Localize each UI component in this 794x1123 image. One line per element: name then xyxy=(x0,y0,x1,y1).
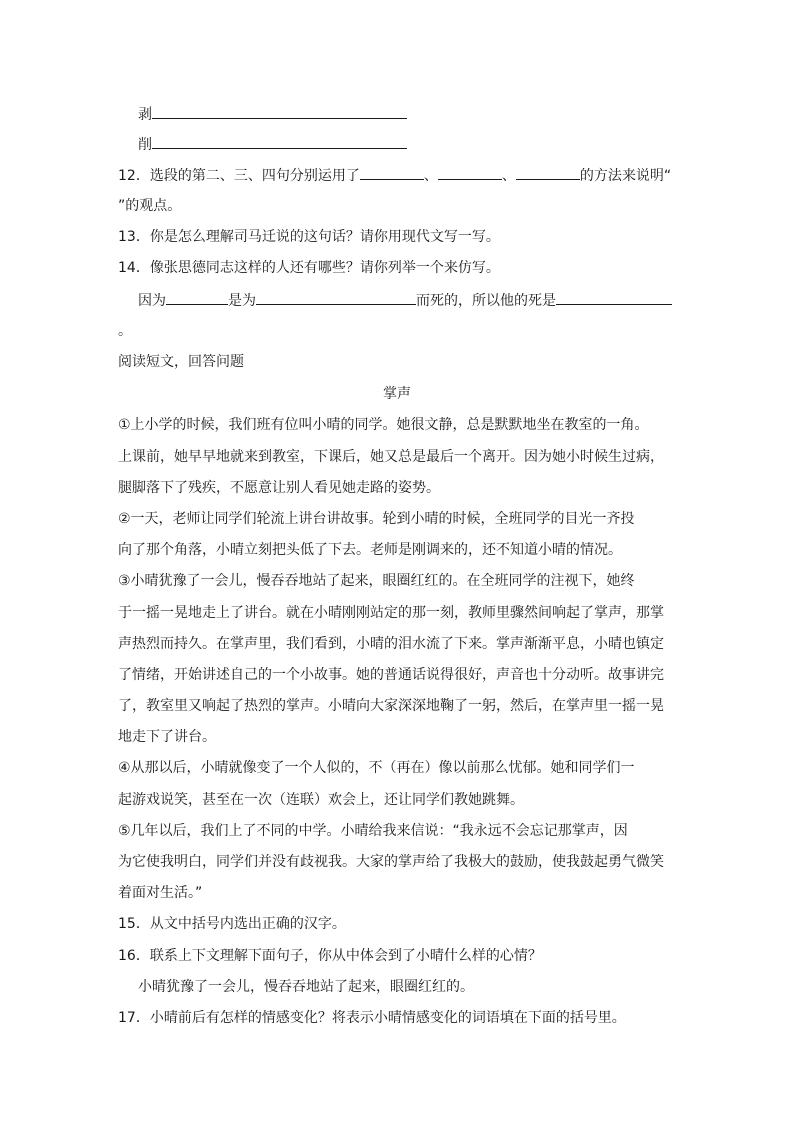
passage-line: ③小晴犹豫了一会儿，慢吞吞地站了起来，眼圈红红的。在全班同学的注视下，她终 xyxy=(118,573,635,589)
q14-blank-2[interactable] xyxy=(256,290,416,305)
q12-text-2: 的方法来说明“ xyxy=(579,168,672,184)
bo-char: 剥 xyxy=(138,107,152,123)
passage-line: ②一天，老师让同学们轮流上讲台讲故事。轮到小晴的时候，全班同学的目光一齐投 xyxy=(118,511,635,527)
bo-fill-row xyxy=(138,104,407,125)
passage-line: 为它使我明白，同学们并没有歧视我。大家的掌声给了我极大的鼓励，使我鼓起勇气微笑 xyxy=(118,854,664,870)
question-13: 13．你是怎么理解司马迁说的这句话？请你用现代文写一写。 xyxy=(118,229,500,245)
bo-answer-blank[interactable] xyxy=(152,104,407,119)
reading-intro: 阅读短文，回答问题 xyxy=(118,354,244,370)
question-14: 14．像张思德同志这样的人还有哪些？请你列举一个来仿写。 xyxy=(118,260,500,276)
passage-line: 着面对生活。” xyxy=(118,885,203,901)
q14-text-a: 因为 xyxy=(138,293,166,309)
passage-line: ⑤几年以后，我们上了不同的中学。小晴给我来信说：“我永远不会忘记那掌声，因 xyxy=(118,823,628,839)
q14-blank-3[interactable] xyxy=(556,290,672,305)
q16-quote: 小晴犹豫了一会儿，慢吞吞地站了起来，眼圈红红的。 xyxy=(138,979,474,995)
passage-line: ①上小学的时候，我们班有位叫小晴的同学。她很文静，总是默默地坐在教室的一角。 xyxy=(118,417,649,433)
question-15: 15．从文中括号内选出正确的汉字。 xyxy=(118,916,346,932)
question-12 xyxy=(118,165,671,186)
q12-text-1: 12．选段的第二、三、四句分别运用了 xyxy=(118,168,360,184)
q12-continuation: ”的观点。 xyxy=(118,198,182,214)
xiao-fill-row xyxy=(138,134,407,155)
q14-text-b: 是为 xyxy=(228,293,256,309)
passage-line: 声热烈而持久。在掌声里，我们看到，小晴的泪水流了下来。掌声渐渐平息，小晴也镇定 xyxy=(118,636,664,652)
q14-sentence xyxy=(138,290,672,311)
q14-end-mark: 。 xyxy=(118,323,132,339)
passage-line: 了情绪，开始讲述自己的一个小故事。她的普通话说得很好，声音也十分动听。故事讲完 xyxy=(118,667,664,683)
passage-line: ④从那以后，小晴就像变了一个人似的，不（再在）像以前那么忧郁。她和同学们一 xyxy=(118,760,635,776)
q14-text-c: 而死的，所以他的死是 xyxy=(416,293,556,309)
passage-title: 掌声 xyxy=(383,386,411,402)
passage-line: 上课前，她早早地就来到教室，下课后，她又总是最后一个离开。因为她小时候生过病， xyxy=(118,449,664,465)
passage-line: 起游戏说笑，甚至在一次（连联）欢会上，还让同学们教她跳舞。 xyxy=(118,792,524,808)
question-16: 16．联系上下文理解下面句子，你从中体会到了小晴什么样的心情？ xyxy=(118,948,542,964)
passage-line: 于一摇一晃地走上了讲台。就在小晴刚刚站定的那一刻，教师里骤然间响起了掌声，那掌 xyxy=(118,605,664,621)
q12-blank-3[interactable] xyxy=(516,165,580,180)
question-17: 17．小晴前后有怎样的情感变化？将表示小晴情感变化的词语填在下面的括号里。 xyxy=(118,1010,626,1026)
q12-sep-2: 、 xyxy=(501,168,516,184)
q12-sep-1: 、 xyxy=(423,168,438,184)
passage-line: 向了那个角落，小晴立刻把头低了下去。老师是刚调来的，还不知道小晴的情况。 xyxy=(118,542,622,558)
q14-blank-1[interactable] xyxy=(166,290,228,305)
passage-line: 腿脚落下了残疾，不愿意让别人看见她走路的姿势。 xyxy=(118,480,440,496)
passage-line: 地走下了讲台。 xyxy=(118,729,216,745)
q12-blank-2[interactable] xyxy=(438,165,502,180)
xiao-char: 削 xyxy=(138,137,152,153)
q12-blank-1[interactable] xyxy=(360,165,424,180)
xiao-answer-blank[interactable] xyxy=(152,134,407,149)
passage-line: 了，教室里又响起了热烈的掌声。小晴向大家深深地鞠了一躬，然后，在掌声里一摇一晃 xyxy=(118,698,664,714)
